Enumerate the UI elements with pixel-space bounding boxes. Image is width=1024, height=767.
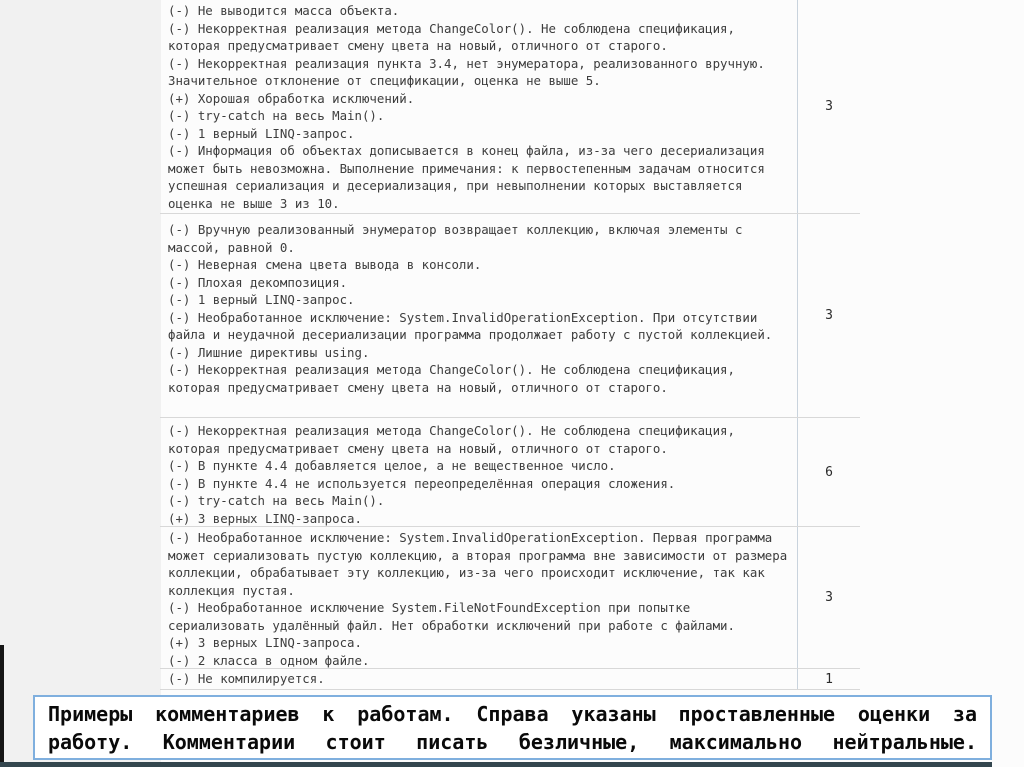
comment-item: (-) Необработанное исключение: System.InvalidOperationException. Первая программа может сериализовать пустую коллекцию, а вторая программа вне зависимости от размера коллекции, обрабатывает эту коллекцию, из-за чего происходит исключение, так как коллекция пустая. [168, 530, 788, 598]
comment-item: (-) Плохая декомпозиция. [168, 274, 348, 290]
comment-item: (-) В пункте 4.4 не используется переопределённая операция сложения. [168, 475, 676, 491]
comment-item: (-) 1 верный LINQ-запрос. [168, 125, 355, 141]
comments-cell [160, 527, 797, 668]
comment-item: (-) Некорректная реализация метода ChangeColor(). Не соблюдена спецификация, которая предусматривает смену цвета на новый, отличного от старого. [168, 423, 735, 456]
comment-item: (-) Вручную реализованный энумератор возвращает коллекцию, включая элементы с массой, равной 0. [168, 222, 743, 255]
comment-item: (-) 1 верный LINQ-запрос. [168, 292, 355, 307]
comments-cell [160, 214, 797, 417]
caption-text: Примеры комментариев к работам. Справа указаны проставленные оценки за работу. Комментарии стоит писать безличные, максимально нейтральные. [48, 702, 977, 754]
grade-cell [797, 527, 860, 668]
grade-value: 6 [825, 464, 833, 480]
bottom-dark-edge [0, 762, 992, 767]
comments-cell [160, 0, 797, 213]
comment-item: (+) Хорошая обработка исключений. [168, 90, 415, 106]
grade-cell [797, 214, 860, 417]
grade-value: 3 [825, 99, 833, 114]
comment-item: (+) 3 верных LINQ-запроса. [168, 510, 362, 526]
comments-cell [160, 418, 797, 526]
comment-item: (-) try-catch на весь Main(). [168, 108, 385, 123]
comment-item: (+) 3 верных LINQ-запроса. [168, 635, 362, 650]
table-row [160, 527, 860, 669]
comment-item: (-) Лишние директивы using. [168, 344, 370, 360]
table-row [160, 669, 860, 690]
comment-item: (-) Необработанное исключение: System.InvalidOperationException. При отсутствии файла и неудачной десериализации программа продолжает работу с пустой коллекцией. [168, 309, 773, 342]
grade-value: 3 [825, 308, 833, 323]
table-row [160, 214, 860, 418]
grade-cell [797, 0, 860, 213]
left-margin-band [0, 0, 161, 767]
grade-cell [797, 669, 860, 689]
comment-item: (-) Некорректная реализация пункта 3.4, нет энумератора, реализованного вручную. Значительное отклонение от спецификации, оценка не выше 5. [168, 55, 765, 88]
comment-item: (-) В пункте 4.4 добавляется целое, а не вещественное число. [168, 458, 616, 473]
comment-item: (-) Неверная смена цвета вывода в консоли. [168, 257, 482, 272]
comment-item: (-) try-catch на весь Main(). [168, 493, 385, 508]
grade-value: 1 [825, 671, 833, 687]
comments-table [160, 0, 860, 690]
comment-item: (-) Необработанное исключение System.FileNotFoundException при попытке сериализовать удалённый файл. Нет обработки исключений при работе с файлами. [168, 600, 735, 633]
grade-value: 3 [825, 590, 833, 605]
left-dark-edge [0, 645, 4, 767]
table-row [160, 418, 860, 527]
comments-cell [160, 669, 797, 689]
comment-item: (-) Не компилируется. [168, 671, 325, 686]
caption-box [33, 695, 992, 760]
comment-item: (-) 2 класса в одном файле. [168, 652, 370, 668]
comment-item: (-) Некорректная реализация метода ChangeColor(). Не соблюдена спецификация, которая предусматривает смену цвета на новый, отличного от старого. [168, 362, 735, 395]
table-row [160, 0, 860, 214]
grade-cell [797, 418, 860, 526]
comment-item: (-) Некорректная реализация метода ChangeColor(). Не соблюдена спецификация, которая предусматривает смену цвета на новый, отличного от старого. [168, 20, 735, 53]
comment-item: (-) Информация об объектах дописывается в конец файла, из-за чего десериализация может быть невозможна. Выполнение примечания: к первостепенным задачам относится успешная сериализация и десериализация, при невыполнении которых выставляется оценка не выше 3 из 10. [168, 143, 765, 211]
comment-item: (-) Не выводится масса объекта. [168, 3, 400, 18]
